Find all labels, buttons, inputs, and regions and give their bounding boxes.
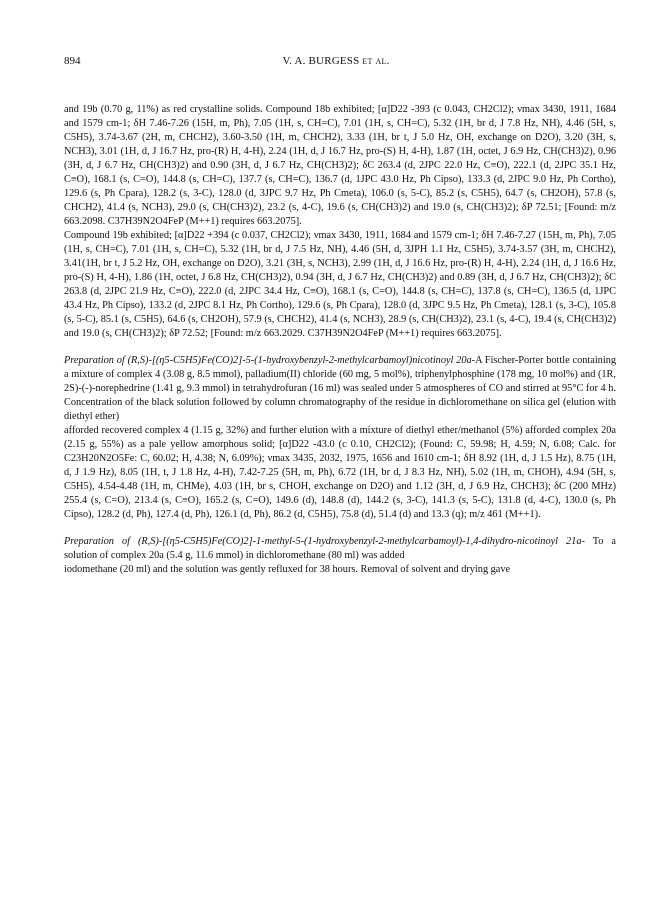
page-header bbox=[64, 55, 608, 71]
compound-19b-data-paragraph: Compound 19b exhibited; [α]D22 +394 (c 0.037, CH2Cl2); νmax 3430, 1911, 1684 and 1579 cm-1; δH 7.46-7.27 (15H, m, Ph), 7.05 (1H, s, CH=C), 7.01 (1H, s, CH=C), 5.32 (1H, br d, J 7.5 Hz, NH), 4.46 (5H, d, 3JPH 1.1 Hz, C5H5), 3.74-3.57 (3H, m, CHCH2), 3.41(1H, br t, J 5.2 Hz, OH, exchange on D2O), 3.21 (3H, s, NCH3), 2.99 (1H, d, J 16.6 Hz, pro-(R) H, 4-H), 2.24 (1H, d, J 16.6 Hz, pro-(S) H, 4-H), 1.86 (1H, octet, J 6.8 Hz, CH(CH3)2), 0.94 (3H, d, J 6.7 Hz, CH(CH3)2) and 0.89 (3H, d, J 6.7 Hz, CH(CH3)2); δC 263.8 (d, 2JPC 21.9 Hz, C≡O), 222.0 (d, 2JPC 34.4 Hz, C≡O), 168.1 (s, C=O), 144.8 (s, CH=C), 137.8 (s, CH=C), 136.5 (d, 1JPC 43.4 Hz, Ph Cipso), 133.2 (d, 2JPC 8.1 Hz, Ph Cortho), 129.6 (s, Ph Cpara), 128.0 (d, 3JPC 9.5 Hz, Ph Cmeta), 128.1 (s, 3-C), 105.8 (s, 5-C), 85.1 (s, C5H5), 64.6 (s, CH2OH), 57.9 (s, CHCH2), 41.4 (s, NCH3), 28.9 (s, CH(CH3)2), 23.1 (s, 4-C), 19.4 (s, CH(CH3)2) and 19.0 (s, CH(CH3)2); δP 72.52; [Found: m/z 663.2029. C37H39N2O4FeP (M++1) requires 663.2075]. bbox=[64, 230, 616, 339]
preparation-21a-continued: iodomethane (20 ml) and the solution was gently refluxed for 38 hours. Removal of solvent and drying gave bbox=[64, 564, 511, 575]
preparation-20a-heading: Preparation of (R,S)-[(η5-C5H5)Fe(CO)2]-5-(1-hydroxybenzyl-2-methylcarbamoyl)nicotinoyl 20a bbox=[64, 355, 472, 366]
page-number: 894 bbox=[64, 55, 81, 67]
preparation-20a-paragraph bbox=[64, 354, 616, 424]
complex-20a-data-paragraph: afforded recovered complex 4 (1.15 g, 32%) and further elution with a mixture of diethyl ether/methanol (5%) afforded complex 20a (2.15 g, 55%) as a pale yellow amorphous solid; [α]D22 -43.0 (c 0.10, CH2Cl2); (Found: C, 59.98; H, 4.59; N, 6.08; Calc. for C23H20N2O5Fe: C, 60.02; H, 4.38; N, 6.09%); νmax 3435, 2032, 1975, 1656 and 1610 cm-1; δH 8.92 (1H, d, J 1.5 Hz), 8.75 (1H, d, J 1.9 Hz), 8.05 (1H, t, J 1.8 Hz, 4-H), 7.42-7.25 (5H, m, Ph), 6.72 (1H, br d, J 8.3 Hz, NH), 5.02 (1H, m, CHOH), 4.94 (5H, s, C5H5), 4.54-4.48 (1H, m, CHMe), 4.03 (1H, br s, CHOH, exchange on D2O) and 1.12 (3H, d, J 6.9 Hz, CHCH3); δC (200 MHz) 255.4 (s, C=O), 213.4 (s, C≡O), 165.2 (s, C=O), 149.6 (d), 148.8 (d), 144.2 (s, 3-C), 141.3 (s, 5-C), 131.8 (d, 4-C), 130.0 (s, Ph Cipso), 128.2 (d, Ph), 127.4 (d, Ph), 126.1 (d, Ph), 86.2 (d, C5H5), 75.8 (d), 51.4 (d) and 13.3 (q); m/z 461 (M++1). bbox=[64, 425, 616, 520]
preparation-21a-text: - To a solution of complex 20a (5.4 g, 11.6 mmol) in dichloromethane (80 ml) was added bbox=[64, 536, 617, 561]
preparation-20a-text: -A Fischer-Porter bottle containing a mixture of complex 4 (3.08 g, 8.5 mmol), palladium(II) chloride (60 mg, 5 mol%), triphenylphosphine (178 mg, 10 mol%) and (1R, 2S)-(-)-norephedrine (1.41 g, 9.3 mmol) in tetrahydrofuran (16 ml) was sealed under 5 atmospheres of CO and stirred at 95°C for 4 h. Concentration of the black solution followed by column chromatography of the residue in dichloromethane on silica gel (elution with diethyl ether) bbox=[64, 355, 616, 422]
compound-18b-data-paragraph: and 19b (0.70 g, 11%) as red crystalline solids. Compound 18b exhibited; [α]D22 -393 (c 0.043, CH2Cl2); νmax 3430, 1911, 1684 and 1579 cm-1; δH 7.46-7.26 (15H, m, Ph), 7.05 (1H, s, CH=C), 7.01 (1H, s, CH=C), 5.32 (1H, br d, J 7.8 Hz, NH), 4.46 (5H, s, C5H5), 3.74-3.67 (2H, m, CHCH2), 3.60-3.50 (1H, m, CHCH2), 3.33 (1H, br t, J 5.0 Hz, OH, exchange on D2O), 3.20 (3H, s, NCH3), 3.01 (1H, d, J 16.7 Hz, pro-(R) H, 4-H), 2.24 (1H, d, J 16.7 Hz, pro-(S) H, 4-H), 1.87 (1H, octet, J 6.9 Hz, CH(CH3)2), 0.96 (3H, d, J 6.7 Hz, CH(CH3)2) and 0.90 (3H, d, J 6.7 Hz, CH(CH3)2); δC 263.4 (d, 2JPC 22.0 Hz, C≡O), 222.1 (d, 2JPC 35.1 Hz, C≡O), 168.1 (s, C=O), 144.8 (s, CH=C), 137.7 (s, CH=C), 136.7 (d, 1JPC 43.0 Hz, Ph Cipso), 133.3 (d, 2JPC 9.0 Hz, Ph Cortho), 129.6 (s, Ph Cpara), 128.2 (s, 3-C), 128.0 (d, 3JPC 9.7 Hz, Ph Cmeta), 106.0 (s, 5-C), 85.2 (s, C5H5), 64.7 (s, CH2OH), 57.8 (s, CHCH2), 41.4 (s, NCH3), 29.0 (s, CH(CH3)2), 23.2 (s, 4-C), 19.6 (s, CH(CH3)2) and 19.0 (s, CH(CH3)2); δP 72.51; [Found: m/z 663.2098. C37H39N2O4FeP (M++1) requires 663.2075]. bbox=[64, 104, 616, 227]
article-body bbox=[64, 103, 616, 577]
running-head: V. A. BURGESS et al. bbox=[282, 55, 390, 67]
preparation-21a-heading: Preparation of (R,S)-[(η5-C5H5)Fe(CO)2]-1-methyl-5-(1-hydroxybenzyl-2-methylcarbamoyl)-1,4-dihydro-nicotinoyl 21a bbox=[64, 536, 582, 547]
preparation-21a-paragraph bbox=[64, 535, 616, 563]
